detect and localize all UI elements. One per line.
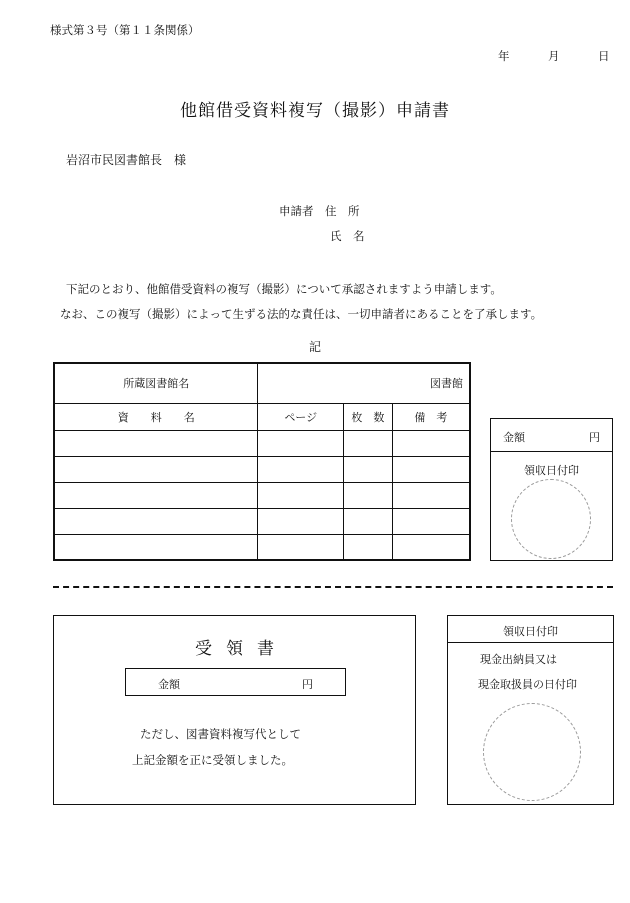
fee-box [490,418,613,561]
form-number: 様式第３号（第１１条関係） [50,23,200,37]
library-suffix: 図書館 [430,377,463,391]
cut-line [53,586,613,588]
table-row [54,456,470,482]
col-header-page: ページ [258,403,344,430]
table-row [54,508,470,534]
receipt-amount-label: 金額 [158,678,180,691]
cashier-stamp-header: 領収日付印 [448,616,613,643]
cashier-stamp-circle [483,703,581,801]
cell-title[interactable] [54,430,258,456]
ki-label: 記 [308,340,321,354]
library-row [54,363,470,403]
col-header-notes: 備 考 [392,403,470,430]
cell-sheets[interactable] [343,482,392,508]
cell-sheets[interactable] [343,456,392,482]
cell-page[interactable] [258,508,344,534]
cell-page[interactable] [258,482,344,508]
cell-title[interactable] [54,482,258,508]
cell-notes[interactable] [392,534,470,560]
applicant-name-label: 氏 名 [330,229,365,243]
cell-title[interactable] [54,534,258,560]
receipt-title: 受領書 [195,639,288,659]
date-month-label: 月 [548,49,560,63]
table-header-row [54,403,470,430]
cell-sheets[interactable] [343,534,392,560]
cashier-stamp-text2: 現金取扱員の日付印 [478,678,577,691]
cell-page[interactable] [258,534,344,560]
cell-title[interactable] [54,456,258,482]
cell-sheets[interactable] [343,430,392,456]
body-text-line2: なお、この複写（撮影）によって生ずる法的な責任は、一切申請者にあることを了承します。 [60,307,543,321]
date-year-label: 年 [498,49,510,63]
receipt-amount-box[interactable] [125,668,346,696]
receipt-yen-label: 円 [302,678,313,691]
request-table [53,362,471,561]
body-text-line1: 下記のとおり、他館借受資料の複写（撮影）について承認されますよう申請します。 [66,282,502,296]
receipt-text-line2: 上記金額を正に受領しました。 [132,753,293,767]
table-row [54,482,470,508]
table-row [54,430,470,456]
col-header-title: 資 料 名 [54,403,258,430]
cashier-stamp-text1: 現金出納員又は [480,653,557,666]
applicant-address-label: 申請者 住 所 [279,204,360,218]
cell-notes[interactable] [392,456,470,482]
cashier-stamp-box [447,615,614,805]
document-title: 他館借受資料複写（撮影）申請書 [180,101,450,121]
table-row [54,534,470,560]
cell-sheets[interactable] [343,508,392,534]
library-label: 所蔵図書館名 [54,363,258,403]
library-name-field[interactable] [258,363,470,403]
addressee: 岩沼市民図書館長 様 [66,153,187,167]
cell-title[interactable] [54,508,258,534]
cell-notes[interactable] [392,482,470,508]
cell-notes[interactable] [392,508,470,534]
fee-amount-label: 金額 [503,431,525,444]
receipt-text-line1: ただし、図書資料複写代として [140,727,301,741]
receipt-box [53,615,416,805]
fee-amount-row[interactable] [491,419,612,452]
col-header-sheets: 枚 数 [343,403,392,430]
cell-notes[interactable] [392,430,470,456]
cell-page[interactable] [258,430,344,456]
fee-yen-label: 円 [589,431,600,444]
date-day-label: 日 [598,49,610,63]
fee-stamp-label: 領収日付印 [524,464,579,477]
receipt-stamp-circle [511,479,591,559]
cell-page[interactable] [258,456,344,482]
